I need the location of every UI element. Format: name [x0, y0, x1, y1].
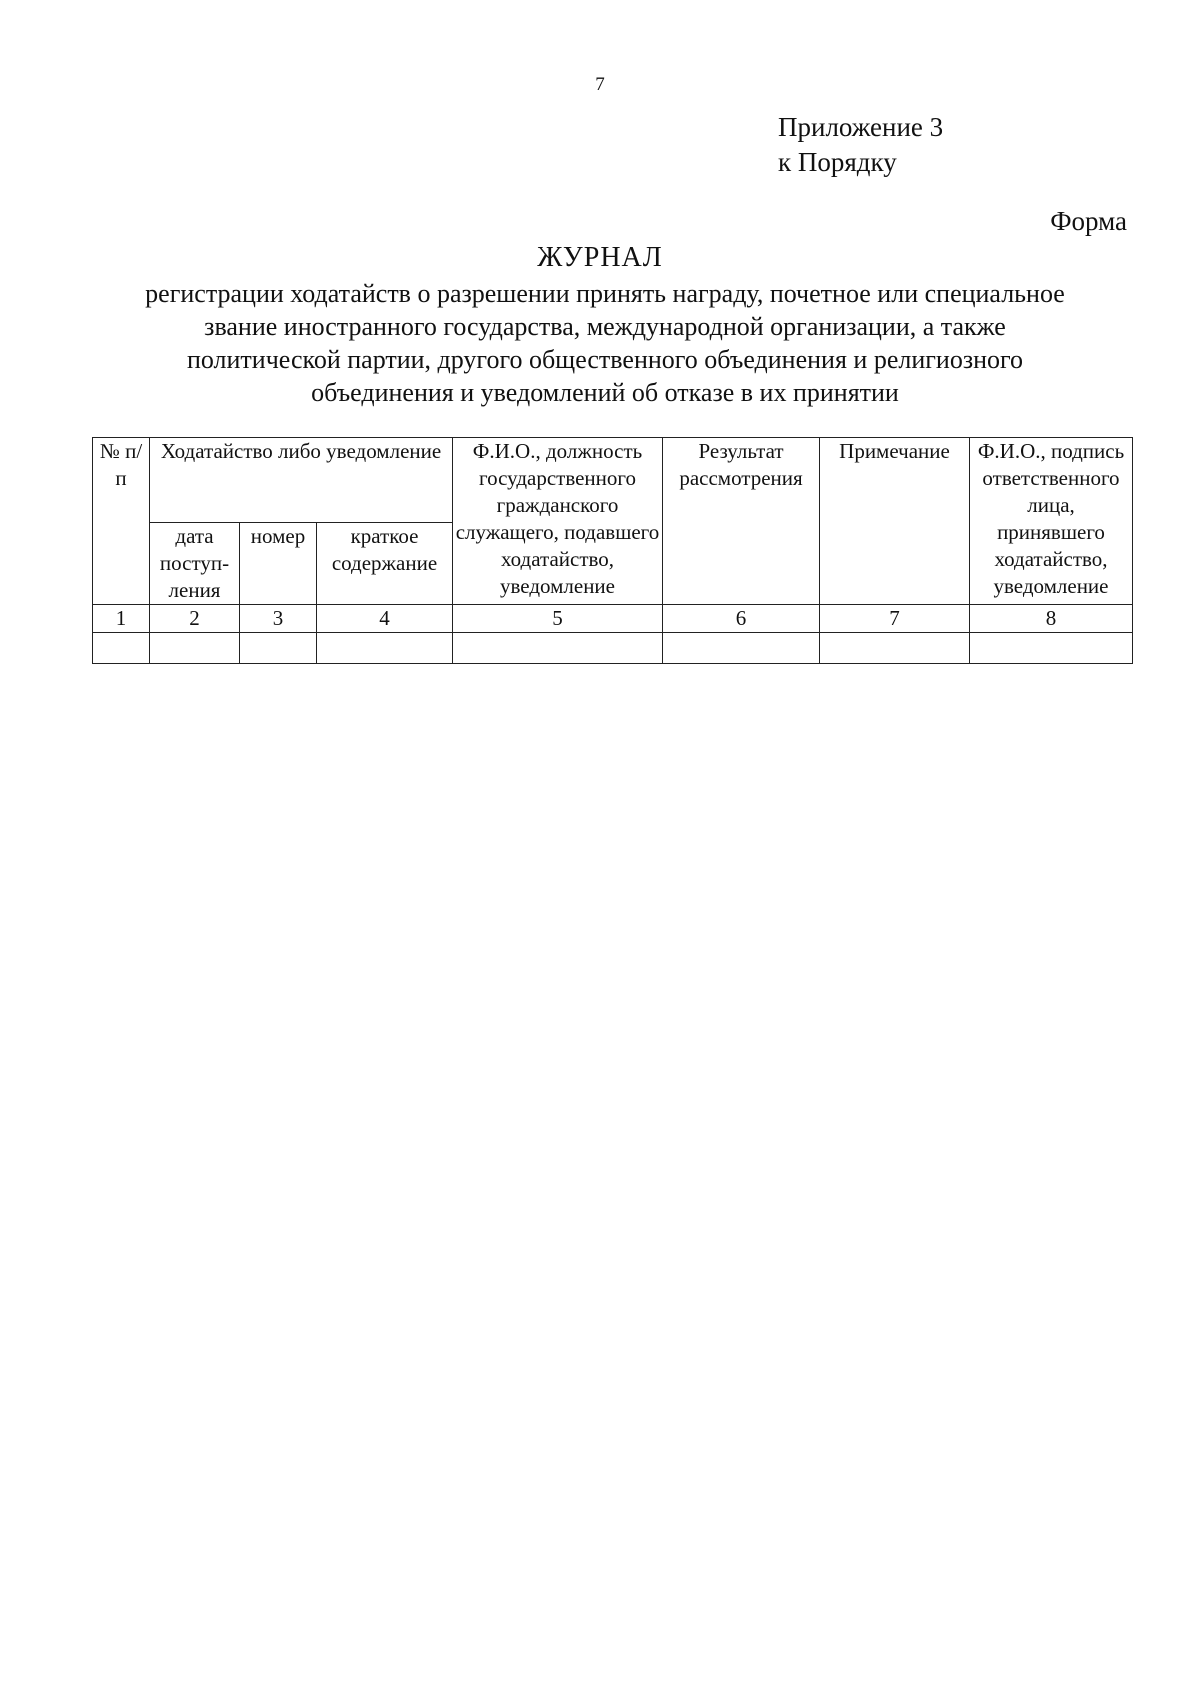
column-number: 1 [93, 605, 150, 633]
subtitle-line: звание иностранного государства, международной организации, а также [204, 312, 1006, 341]
form-label: Форма [1050, 206, 1127, 236]
subtitle-line: регистрации ходатайств о разрешении принять награду, почетное или специальное [145, 279, 1065, 308]
header-responsible: Ф.И.О., подпись ответственного лица, принявшего ходатайство, уведомление [970, 438, 1133, 605]
appendix-reference [778, 110, 943, 180]
header-date: дата поступ- ления [150, 523, 240, 605]
column-number: 6 [663, 605, 820, 633]
empty-cell [820, 633, 970, 664]
column-number-row [93, 605, 1133, 633]
header-note: Примечание [820, 438, 970, 605]
header-official: Ф.И.О., должность государственного гражданского служащего, подавшего ходатайство, уведомление [453, 438, 663, 605]
subtitle-line: политической партии, другого общественного объединения и религиозного [186, 345, 1024, 374]
column-number: 8 [970, 605, 1133, 633]
empty-cell [453, 633, 663, 664]
header-number: номер [240, 523, 317, 605]
page-number: 7 [595, 74, 605, 95]
subtitle-line: объединения и уведомлений об отказе в их принятии [311, 378, 899, 407]
empty-cell [93, 633, 150, 664]
empty-entry-row [93, 633, 1133, 664]
document-title: ЖУРНАЛ [537, 242, 663, 273]
empty-cell [240, 633, 317, 664]
header-petition-group: Ходатайство либо уведомление [150, 438, 453, 523]
journal-table [92, 437, 1133, 664]
header-col-num: № п/п [93, 438, 150, 605]
column-number: 3 [240, 605, 317, 633]
appendix-line-2: к Порядку [778, 147, 897, 177]
document-subtitle [70, 277, 1140, 409]
empty-cell [150, 633, 240, 664]
header-summary: краткое содержание [317, 523, 453, 605]
column-number: 5 [453, 605, 663, 633]
empty-cell [317, 633, 453, 664]
empty-cell [663, 633, 820, 664]
empty-cell [970, 633, 1133, 664]
column-number: 7 [820, 605, 970, 633]
column-number: 2 [150, 605, 240, 633]
column-number: 4 [317, 605, 453, 633]
header-row-top [93, 438, 1133, 523]
appendix-line-1: Приложение 3 [778, 112, 944, 142]
header-result: Результат рассмотрения [663, 438, 820, 605]
